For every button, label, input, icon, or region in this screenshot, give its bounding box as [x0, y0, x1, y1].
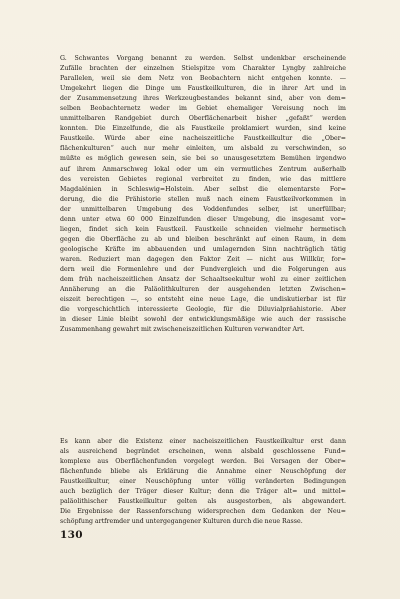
- text-line: geologische Kräfte im abbauenden und umlagernden Sinn nachträglich tätig: [60, 245, 346, 253]
- text-line: G. Schwantes Vorgang benannt zu werden. Selbst undenkbar erscheinende: [60, 55, 346, 62]
- text-line: in dieser Linie bleibt sowohl der entwicklungsmäßige wie auch der rassische: [60, 316, 346, 324]
- text-line: dern weil die Formenlehre und der Fundvergleich und die Folgerungen aus: [60, 265, 346, 273]
- text-line: der unmittelbaren Umgebung des Voddenfundes selber, ist unerfüllbar;: [60, 205, 346, 213]
- text-line: der Zusammensetzung ihres Werkzeugbestandes bekannt sind, aber von dem=: [60, 95, 346, 103]
- text-line: Umgekehrt liegen die Dinge um Faustkeilkulturen, die in ihrer Art und in: [60, 85, 346, 93]
- text-line: dem früh nacheiszeitlichen Ansatz der Schaaltseekultur wohl zu einer zeitlichen: [60, 276, 346, 284]
- text-line: Die Ergebnisse der Rassenforschung widersprechen dem Gedanken der Neu=: [60, 508, 346, 516]
- text-line: auch bezüglich der Träger dieser Kultur; denn die Träger alt= und mittel=: [60, 488, 346, 496]
- text-line: die vorgeschichtlich interessierte Geologie, für die Diluvialpräahistorie. Aber: [60, 306, 346, 314]
- text-line: auf ihrem Anmarschweg lokal oder um ein vermutliches Zentrum außerhalb: [60, 165, 346, 173]
- text-line: selben Beobachternetz weder im Gebiet ehemaliger Vereisung noch im: [60, 105, 346, 113]
- text-line: gegen die Oberfläche zu ab und bleiben beschränkt auf einen Raum, in dem: [60, 235, 346, 243]
- text-line: Es kann aber die Existenz einer nacheiszeitlichen Faustkeilkultur erst dann: [60, 438, 346, 445]
- text-line: müßte es möglich gewesen sein, sie bei so unausgesetztem Bemühen irgendwo: [60, 155, 346, 163]
- page-number: 130: [60, 529, 83, 541]
- text-line: flächenkulturen“ auch nur mehr einleiten, um alsbald zu verschwinden, so: [60, 145, 346, 153]
- paragraph-2: [60, 437, 346, 527]
- text-line: paläolithischer Faustkeilkultur gelten als ausgestorben, als abgewandert.: [60, 498, 346, 506]
- paragraph-1: [60, 54, 346, 335]
- text-line: Magdalénien in Schleswig=Holstein. Aber selbst die elementarste For=: [60, 185, 346, 193]
- text-line: Faustkeile. Würde aber eine nacheiszeitliche Faustkeilkultur die „Ober=: [60, 135, 346, 143]
- text-line: unmittelbaren Randgebiet durch Oberflächenarbeit bisher „gefaßt“ werden: [60, 115, 346, 123]
- text-line: Annäherung an die Paläolithkulturen der ausgehenden letzten Zwischen=: [60, 286, 346, 294]
- text-line: konnten. Die Einzelfunde, die als Faustkeile proklamiert wurden, sind keine: [60, 125, 346, 133]
- text-line: eiszeit berechtigen —, so entsteht eine neue Lage, die undiskutierbar ist für: [60, 296, 346, 304]
- text-line: derung, die die Prähistorie stellen muß nach einem Faustkeilvorkommen in: [60, 195, 346, 203]
- text-line: liegen, findet sich kein Faustkeil. Faustkeile schneiden vielmehr hermetisch: [60, 225, 346, 233]
- text-line: flächenfunde bliebe als Erklärung die Annahme einer Neuschöpfung der: [60, 468, 346, 476]
- text-line: Faustkeilkultur, einer Neuschöpfung unter völlig veränderten Bedingungen: [60, 478, 346, 486]
- text-line: schöpfung artfremder und untergegangener Kulturen durch die neue Rasse.: [60, 518, 303, 526]
- text-line: Zufälle brachten der einzelnen Stielspitze vom Charakter Lyngby zahlreiche: [60, 65, 346, 73]
- text-line: Zusammenhang gewahrt mit zwischeneiszeitlichen Kulturen verwandter Art.: [60, 326, 305, 334]
- text-line: als ausreichend begründet erscheinen, wenn alsbald geschlossene Fund=: [60, 448, 346, 456]
- text-line: Parallelen, weil sie dem Netz von Beobachtern nicht entgehen konnte. —: [60, 75, 346, 83]
- text-line: des vereisten Gebietes regional verbreitet zu finden, wie das mittlere: [60, 175, 346, 183]
- text-line: waren. Reduziert man dagegen den Faktor Zeit — nicht aus Willkür, for=: [60, 255, 346, 263]
- text-line: komplexe aus Oberflächenfunden vorgelegt werden. Bei Versagen der Ober=: [60, 458, 346, 466]
- text-line: denn unter etwa 60 000 Einzelfunden dieser Umgebung, die insgesamt vor=: [60, 215, 346, 223]
